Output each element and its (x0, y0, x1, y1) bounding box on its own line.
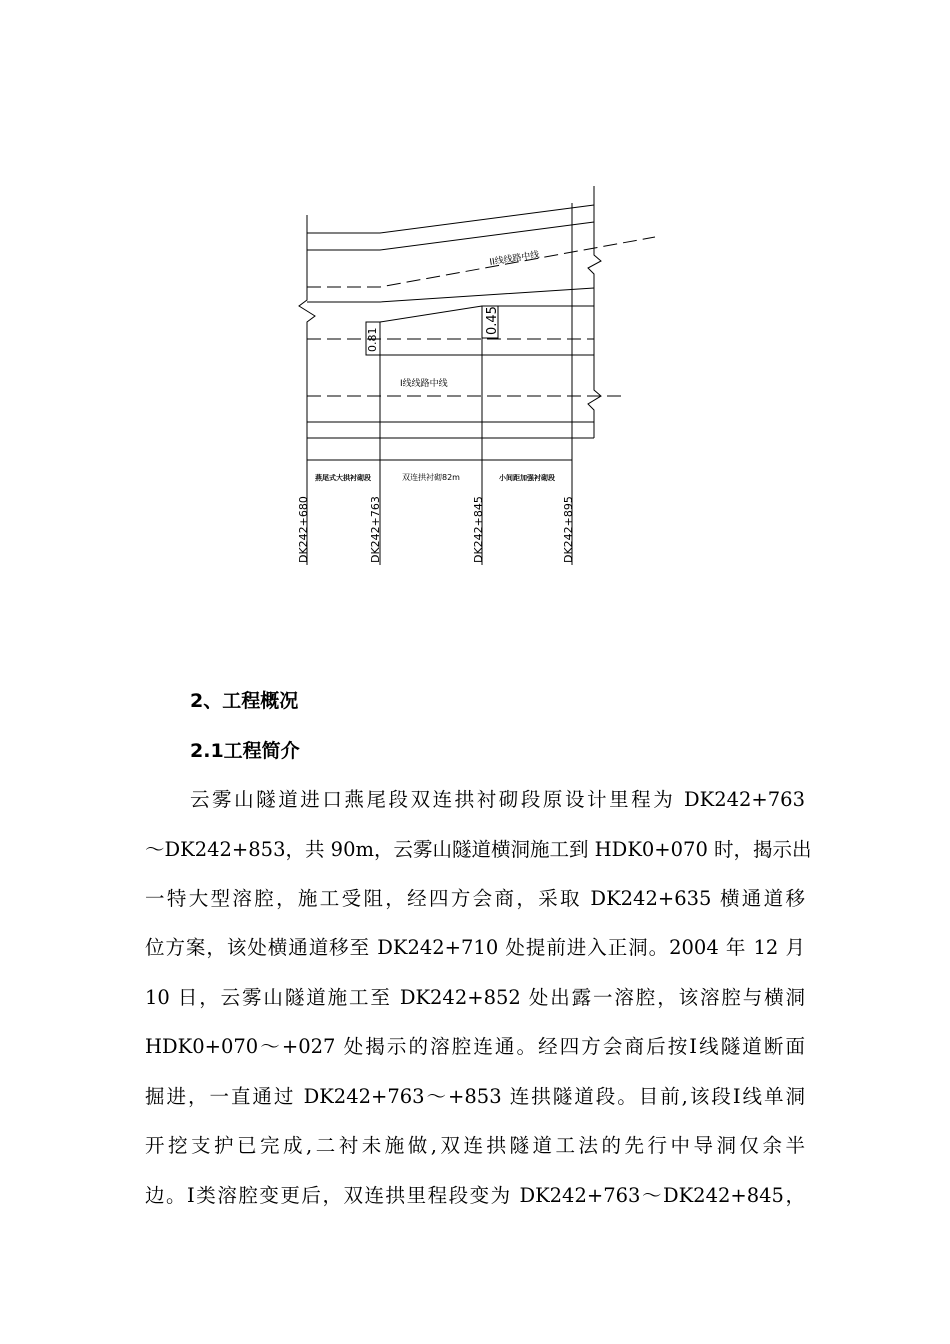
paragraph-line: 开挖支护已完成,二衬未施做,双连拱隧道工法的先行中导洞仅余半 (145, 1134, 805, 1157)
paragraph-line: 一特大型溶腔，施工受阻，经四方会商，采取 DK242+635 横通道移 (145, 887, 805, 910)
segment-label-2: 双连拱衬砌82m (402, 473, 460, 482)
line1-label: I线线路中线 (400, 379, 448, 389)
segment-label-1: 燕尾式大拱衬砌段 (315, 474, 371, 482)
paragraph-line: 掘进，一直通过 DK242+763～+853 连拱隧道段。目前,该段Ⅰ线单洞 (145, 1085, 805, 1108)
station-label-680: DK242+680 (297, 496, 310, 563)
tunnel-ii-outer (307, 205, 594, 233)
station-label-845: DK242+845 (472, 496, 485, 563)
centerline-ii (307, 237, 655, 287)
paragraph-line: 10 日，云雾山隧道施工至 DK242+852 处出露一溶腔，该溶腔与横洞 (145, 986, 805, 1009)
tunnel-ii-bottom (307, 288, 594, 302)
segment-label-3: 小间距加强衬砌段 (499, 474, 555, 482)
paragraph-line: 位方案，该处横通道移至 DK242+710 处提前进入正洞。2004 年 12 月 (145, 936, 805, 959)
line2-label: II线线路中线 (488, 250, 541, 268)
paragraph-line: HDK0+070～+027 处揭示的溶腔连通。经四方会商后按Ⅰ线隧道断面 (145, 1035, 805, 1058)
dim-left-label: 0.81 (366, 327, 379, 352)
tunnel-ii-inner (307, 222, 594, 250)
subsection-heading: 2.1工程简介 (190, 740, 300, 762)
paragraph-line: 云雾山隧道进口燕尾段双连拱衬砌段原设计里程为 DK242+763 (190, 788, 805, 811)
station-label-895: DK242+895 (562, 496, 575, 563)
station-label-763: DK242+763 (369, 496, 382, 563)
paragraph-line: ～DK242+853，共 90m，云雾山隧道横洞施工到 HDK0+070 时，揭示出 (145, 838, 812, 861)
dim-right-label: 0.45 (485, 306, 500, 335)
section-heading: 2、工程概况 (190, 690, 299, 712)
right-border (588, 186, 601, 438)
tunnel-plan-drawing (0, 0, 950, 640)
paragraph-line: 边。Ⅰ类溶腔变更后，双连拱里程段变为 DK242+763～DK242+845， (145, 1184, 805, 1207)
